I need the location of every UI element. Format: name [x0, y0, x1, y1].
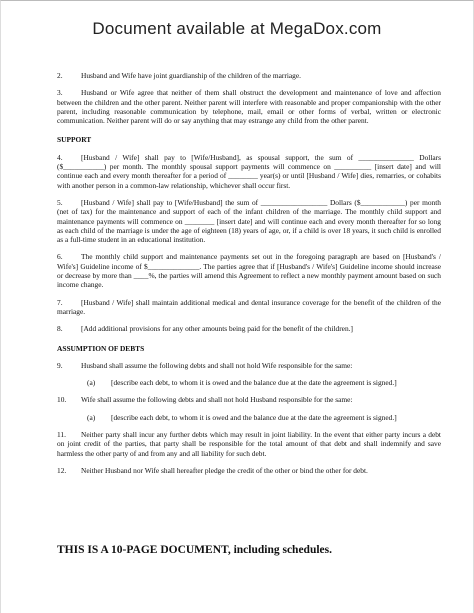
clause-12 [57, 466, 441, 475]
clause-text: [Add additional provisions for any other amounts being paid for the benefit of the children.] [81, 324, 353, 334]
clause-text: Husband or Wife agree that neither of them shall obstruct the development and maintenance of love and affection between the children and the other parent. Neither parent will interfere with reasonable and proper companionship with the other parent, including reasonable communication by telephone, mail, email or other forms of verbal, written or electronic communication. Neither parent will do or say anything that may estrange any child from the other parent. [57, 88, 441, 126]
clause-7 [57, 298, 441, 317]
clause-number: 9. [57, 360, 63, 370]
clause-number: 5. [57, 197, 63, 207]
clause-9 [57, 361, 441, 370]
subclause-10a [87, 413, 441, 422]
subclause-label: (a) [87, 378, 96, 388]
clause-3 [57, 88, 441, 125]
clause-number: 7. [57, 297, 63, 307]
clause-text: [Husband / Wife] shall pay to [Wife/Husband], as spousal support, the sum of _______________ Dollars ($___________) per month. The monthly spousal support payments will commence on __________ [insert date] and will continue each and every month thereafter for a period of ________ year(s) or until [Husband / Wife] dies, remarries, or cohabits with another person in a common-law relationship, whichever shall occur first. [57, 152, 441, 190]
clause-number: 12. [57, 465, 67, 475]
clause-6 [57, 252, 441, 289]
page-count-notice: THIS IS A 10-PAGE DOCUMENT, including schedules. [57, 544, 332, 556]
clause-text: [Husband / Wife] shall maintain additional medical and dental insurance coverage for the benefit of the children of the marriage. [57, 297, 441, 316]
clause-number: 8. [57, 324, 63, 334]
clause-number: 6. [57, 252, 63, 262]
clause-text: Husband shall assume the following debts and shall not hold Wife responsible for the same: [81, 360, 353, 370]
clause-11 [57, 430, 441, 458]
subclause-label: (a) [87, 412, 96, 422]
clause-text: Neither Husband nor Wife shall hereafter pledge the credit of the other or bind the other for debt. [81, 465, 368, 475]
document-body [57, 71, 441, 483]
clause-10 [57, 395, 441, 404]
clause-text: Neither party shall incur any further debts which may result in joint liability. In the event that either party incurs a debt on joint credit of the parties, that party shall be responsible for the total amount of that debt and shall indemnify and save harmless the other party of and from any and all liability for such debt. [57, 430, 441, 458]
clause-text: The monthly child support and maintenance payments set out in the foregoing paragraph are based on [Husband's / Wife's] Guideline income of $______________. The parties agree that if [Husband's / Wife's] Guideline income should increase or decrease by more than ____%, the parties will amend this Agreement to reflect a new monthly payment amount based on such income change. [57, 252, 441, 290]
clause-number: 11. [57, 430, 66, 440]
clause-5 [57, 198, 441, 244]
clause-number: 10. [57, 395, 67, 405]
section-heading-support: SUPPORT [57, 135, 92, 145]
clause-2 [57, 71, 441, 80]
clause-text: [Husband / Wife] shall pay to [Wife/Husband] the sum of __________________ Dollars ($____________) per month (net of tax) for the maintenance and support of each of the infant children of the marriage. The monthly child support and maintenance payments will commence on ________ [insert date] and will continue each and every month thereafter for so long as each child of the marriage is under the age of eighteen (18) years of age, or, if a child is over 18 years, it such child is enrolled as a full-time student in an educational institution. [57, 197, 441, 245]
section-heading-debts: ASSUMPTION OF DEBTS [57, 343, 145, 353]
subclause-text: [describe each debt, to whom it is owed and the balance due at the date the agreement is signed.] [111, 412, 397, 422]
clause-number: 4. [57, 152, 63, 162]
subclause-text: [describe each debt, to whom it is owed and the balance due at the date the agreement is signed.] [111, 378, 397, 388]
clause-text: Wife shall assume the following debts and shall not hold Husband responsible for the same: [81, 395, 353, 405]
clause-4 [57, 153, 441, 190]
subclause-9a [87, 378, 441, 387]
watermark-banner: Document available at MegaDox.com [92, 19, 382, 38]
clause-8 [57, 324, 441, 333]
clause-text: Husband and Wife have joint guardianship of the children of the marriage. [81, 71, 301, 80]
clause-number: 3. [57, 88, 63, 98]
clause-number: 2. [57, 71, 63, 80]
